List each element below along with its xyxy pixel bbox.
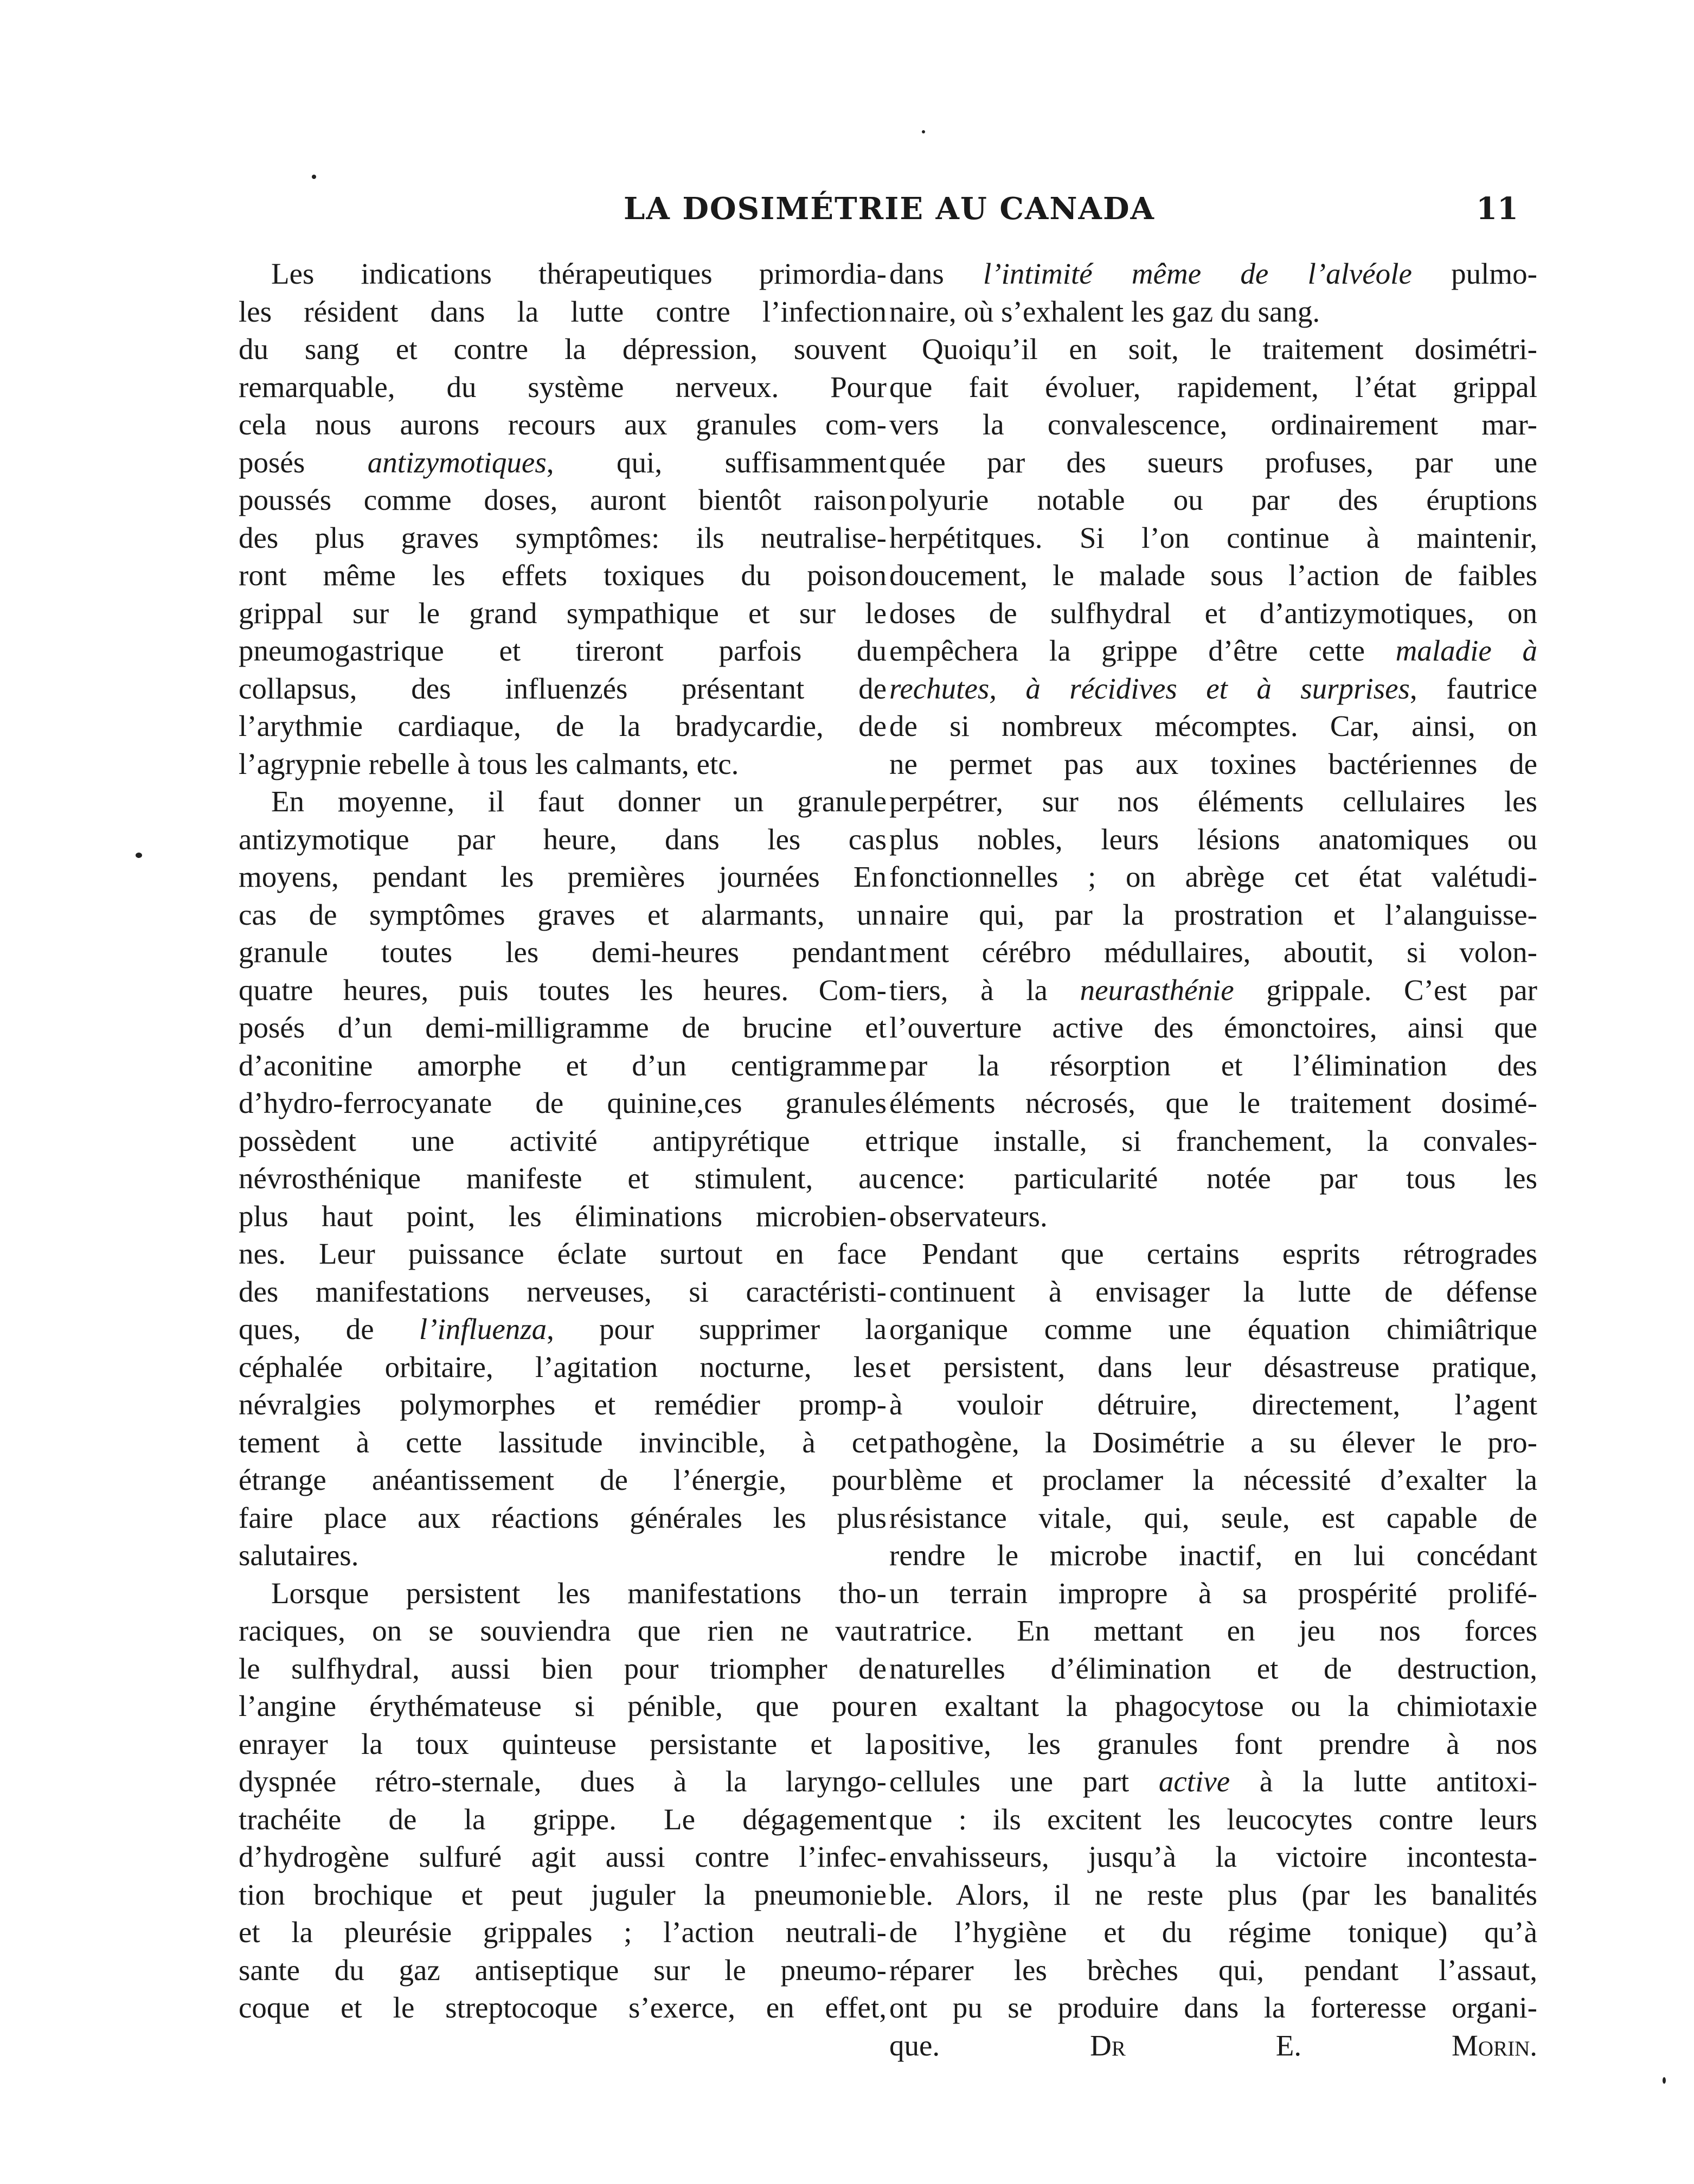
text-run: dans [889, 257, 984, 290]
text-line: continuent à envisager la lutte de défense [889, 1274, 1537, 1308]
text-line: tement à cette lassitude invincible, à cet [239, 1425, 887, 1459]
text-run: grippale. C’est par [1234, 973, 1537, 1007]
running-title: LA DOSIMÉTRIE AU CANADA [624, 191, 1156, 227]
text-line: sante du gaz antiseptique sur le pneumo- [239, 1953, 887, 1987]
italic-text: l’intimité même de l’alvéole [983, 257, 1412, 290]
print-speck [312, 175, 316, 179]
text-line: trique installe, si franchement, la convales- [889, 1124, 1537, 1157]
text-line: En moyenne, il faut donner un granule [271, 785, 887, 818]
text-line: ne permet pas aux toxines bactériennes de [889, 747, 1537, 780]
text-line: faire place aux réactions générales les plus [239, 1501, 887, 1534]
text-line: observateurs. [889, 1199, 1048, 1233]
text-line: posés d’un demi-milligramme de brucine et [239, 1011, 887, 1044]
text-line: Lorsque persistent les manifestations tho- [271, 1576, 887, 1610]
text-line: névrosthénique manifeste et stimulent, au [239, 1162, 887, 1195]
text-line: doses de sulfhydral et d’antizymotiques, on [889, 596, 1537, 630]
text-line: poussés comme doses, auront bientôt raison [239, 483, 887, 516]
text-line: naire qui, par la prostration et l’alanguisse- [889, 898, 1537, 931]
text-line: le sulfhydral, aussi bien pour triompher de [239, 1651, 887, 1685]
text-line: des plus graves symptômes: ils neutralise- [239, 521, 887, 554]
text-line [889, 971, 1537, 1009]
text-line: plus haut point, les éliminations microbien- [239, 1199, 887, 1233]
text-line: d’aconitine amorphe et d’un centigramme [239, 1048, 887, 1082]
text-line: cence: particularité notée par tous les [889, 1162, 1537, 1195]
italic-text: maladie à [1395, 634, 1537, 667]
text-line: vers la convalescence, ordinairement mar- [889, 408, 1537, 441]
text-line [889, 255, 1537, 293]
text-line: naire, où s’exhalent les gaz du sang. [889, 294, 1320, 328]
text-line: collapsus, des influenzés présentant de [239, 671, 887, 705]
italic-text: neurasthénie [1080, 973, 1234, 1007]
text-line [239, 444, 887, 482]
text-line: envahisseurs, jusqu’à la victoire incontesta- [889, 1840, 1537, 1873]
text-line: d’hydro-ferrocyanate de quinine,ces granules [239, 1086, 887, 1119]
text-line: pathogène, la Dosimétrie a su élever le pro- [889, 1425, 1537, 1459]
text-line: nes. Leur puissance éclate surtout en face [239, 1237, 887, 1270]
text-line: raciques, on se souviendra que rien ne vaut [239, 1614, 887, 1647]
text-line: l’angine érythémateuse si pénible, que pour [239, 1689, 887, 1722]
text-line: du sang et contre la dépression, souvent [239, 332, 887, 366]
page-number: 11 [1476, 191, 1518, 227]
italic-text: active [1158, 1765, 1230, 1798]
text-line: Quoiqu’il en soit, le traitement dosimétri- [922, 332, 1537, 366]
text-line: Pendant que certains esprits rétrogrades [922, 1237, 1537, 1270]
text-line: étrange anéantissement de l’énergie, pour [239, 1463, 887, 1496]
text-line: quatre heures, puis toutes les heures. Com- [239, 973, 887, 1007]
text-line: les résident dans la lutte contre l’infection [239, 294, 887, 328]
text-line: coque et le streptocoque s’exerce, en effet, [239, 1991, 887, 2024]
text-line: grippal sur le grand sympathique et sur le [239, 596, 887, 630]
text-line [889, 632, 1537, 670]
text-line [239, 1310, 887, 1348]
text-line: tion brochique et peut juguler la pneumonie [239, 1878, 887, 1911]
italic-text: rechutes, à récidives et à surprises [889, 671, 1410, 705]
text-line: positive, les granules font prendre à nos [889, 1727, 1537, 1760]
text-run: à la lutte antitoxi- [1230, 1765, 1537, 1798]
text-line: des manifestations nerveuses, si caractéristi- [239, 1274, 887, 1308]
text-line: dyspnée rétro-sternale, dues à la laryngo- [239, 1765, 887, 1798]
text-run: tiers, à la [889, 973, 1080, 1007]
left-column [239, 255, 887, 2027]
text-line: Les indications thérapeutiques primordia- [271, 257, 887, 290]
text-line [889, 1763, 1537, 1801]
text-line: trachéite de la grippe. Le dégagement [239, 1802, 887, 1836]
text-line: moyens, pendant les premières journées En [239, 860, 887, 893]
text-run: , qui, suffisamment [546, 445, 887, 479]
text-line: par la résorption et l’élimination des [889, 1048, 1537, 1082]
text-line: de si nombreux mécomptes. Car, ainsi, on [889, 709, 1537, 742]
text-line: l’arythmie cardiaque, de la bradycardie, de [239, 709, 887, 742]
text-line: polyurie notable ou par des éruptions [889, 483, 1537, 516]
text-line: organique comme une équation chimiâtrique [889, 1312, 1537, 1346]
print-speck [136, 853, 142, 858]
text-line: plus nobles, leurs lésions anatomiques ou [889, 822, 1537, 856]
signature-line [889, 2027, 1537, 2065]
print-speck [1663, 2077, 1666, 2084]
text-line: que fait évoluer, rapidement, l’état grippal [889, 370, 1537, 404]
italic-text: antizymotiques [367, 445, 547, 479]
text-line: réparer les brèches qui, pendant l’assaut, [889, 1953, 1537, 1987]
text-line: à vouloir détruire, directement, l’agent [889, 1388, 1537, 1421]
text-line: possèdent une activité antipyrétique et [239, 1124, 887, 1157]
text-run: , fautrice [1409, 671, 1537, 705]
text-line: herpétitques. Si l’on continue à maintenir, [889, 521, 1537, 554]
closing-word: que. [889, 2028, 940, 2062]
text-line [889, 670, 1537, 708]
text-line: enrayer la toux quinteuse persistante et la [239, 1727, 887, 1760]
text-line: blème et proclamer la nécessité d’exalter la [889, 1463, 1537, 1496]
text-line: en exaltant la phagocytose ou la chimiotaxie [889, 1689, 1537, 1722]
text-line: de l’hygiène et du régime tonique) qu’à [889, 1916, 1537, 1949]
text-line: un terrain impropre à sa prospérité prolifé- [889, 1576, 1537, 1610]
text-line: naturelles d’élimination et de destruction, [889, 1651, 1537, 1685]
text-run: cellules une part [889, 1765, 1159, 1798]
text-line: l’agrypnie rebelle à tous les calmants, etc. [239, 747, 739, 780]
text-line: quée par des sueurs profuses, par une [889, 445, 1537, 479]
text-line: pneumogastrique et tireront parfois du [239, 634, 887, 667]
text-line: l’ouverture active des émonctoires, ainsi que [889, 1011, 1537, 1044]
right-column [889, 255, 1537, 2064]
text-line: ble. Alors, il ne reste plus (par les banalités [889, 1878, 1537, 1911]
text-line: granule toutes les demi-heures pendant [239, 936, 887, 969]
text-line: rendre le microbe inactif, en lui concédant [889, 1539, 1537, 1572]
text-run: pulmo- [1411, 257, 1537, 290]
text-line: cas de symptômes graves et alarmants, un [239, 898, 887, 931]
text-line: doucement, le malade sous l’action de faibles [889, 559, 1537, 592]
page-header [624, 187, 1518, 230]
print-speck [922, 130, 925, 133]
text-line: névralgies polymorphes et remédier promp- [239, 1388, 887, 1421]
text-run: , pour supprimer la [547, 1312, 887, 1346]
text-run: ques, de [239, 1312, 419, 1346]
author-signature: Dr E. Morin. [1090, 2028, 1537, 2062]
text-line: cela nous aurons recours aux granules com- [239, 408, 887, 441]
text-run: empêchera la grippe d’être cette [889, 634, 1396, 667]
text-line: d’hydrogène sulfuré agit aussi contre l’infec- [239, 1840, 887, 1873]
text-line: et la pleurésie grippales ; l’action neutrali- [239, 1916, 887, 1949]
text-line: ront même les effets toxiques du poison [239, 559, 887, 592]
text-line: ratrice. En mettant en jeu nos forces [889, 1614, 1537, 1647]
text-line: et persistent, dans leur désastreuse pratique, [889, 1350, 1537, 1384]
text-line: remarquable, du système nerveux. Pour [239, 370, 887, 404]
text-line: salutaires. [239, 1539, 359, 1572]
text-line: ont pu se produire dans la forteresse organi- [889, 1991, 1537, 2024]
text-line: perpétrer, sur nos éléments cellulaires les [889, 785, 1537, 818]
text-line: éléments nécrosés, que le traitement dosimé- [889, 1086, 1537, 1119]
text-run: posés [239, 445, 368, 479]
text-line: céphalée orbitaire, l’agitation nocturne, les [239, 1350, 887, 1384]
text-line: fonctionnelles ; on abrège cet état valétudi- [889, 860, 1537, 893]
italic-text: l’influenza [419, 1312, 547, 1346]
text-line: que : ils excitent les leucocytes contre leurs [889, 1802, 1537, 1836]
text-line: résistance vitale, qui, seule, est capable de [889, 1501, 1537, 1534]
text-line: ment cérébro médullaires, aboutit, si volon- [889, 936, 1537, 969]
text-line: antizymotique par heure, dans les cas [239, 822, 887, 856]
